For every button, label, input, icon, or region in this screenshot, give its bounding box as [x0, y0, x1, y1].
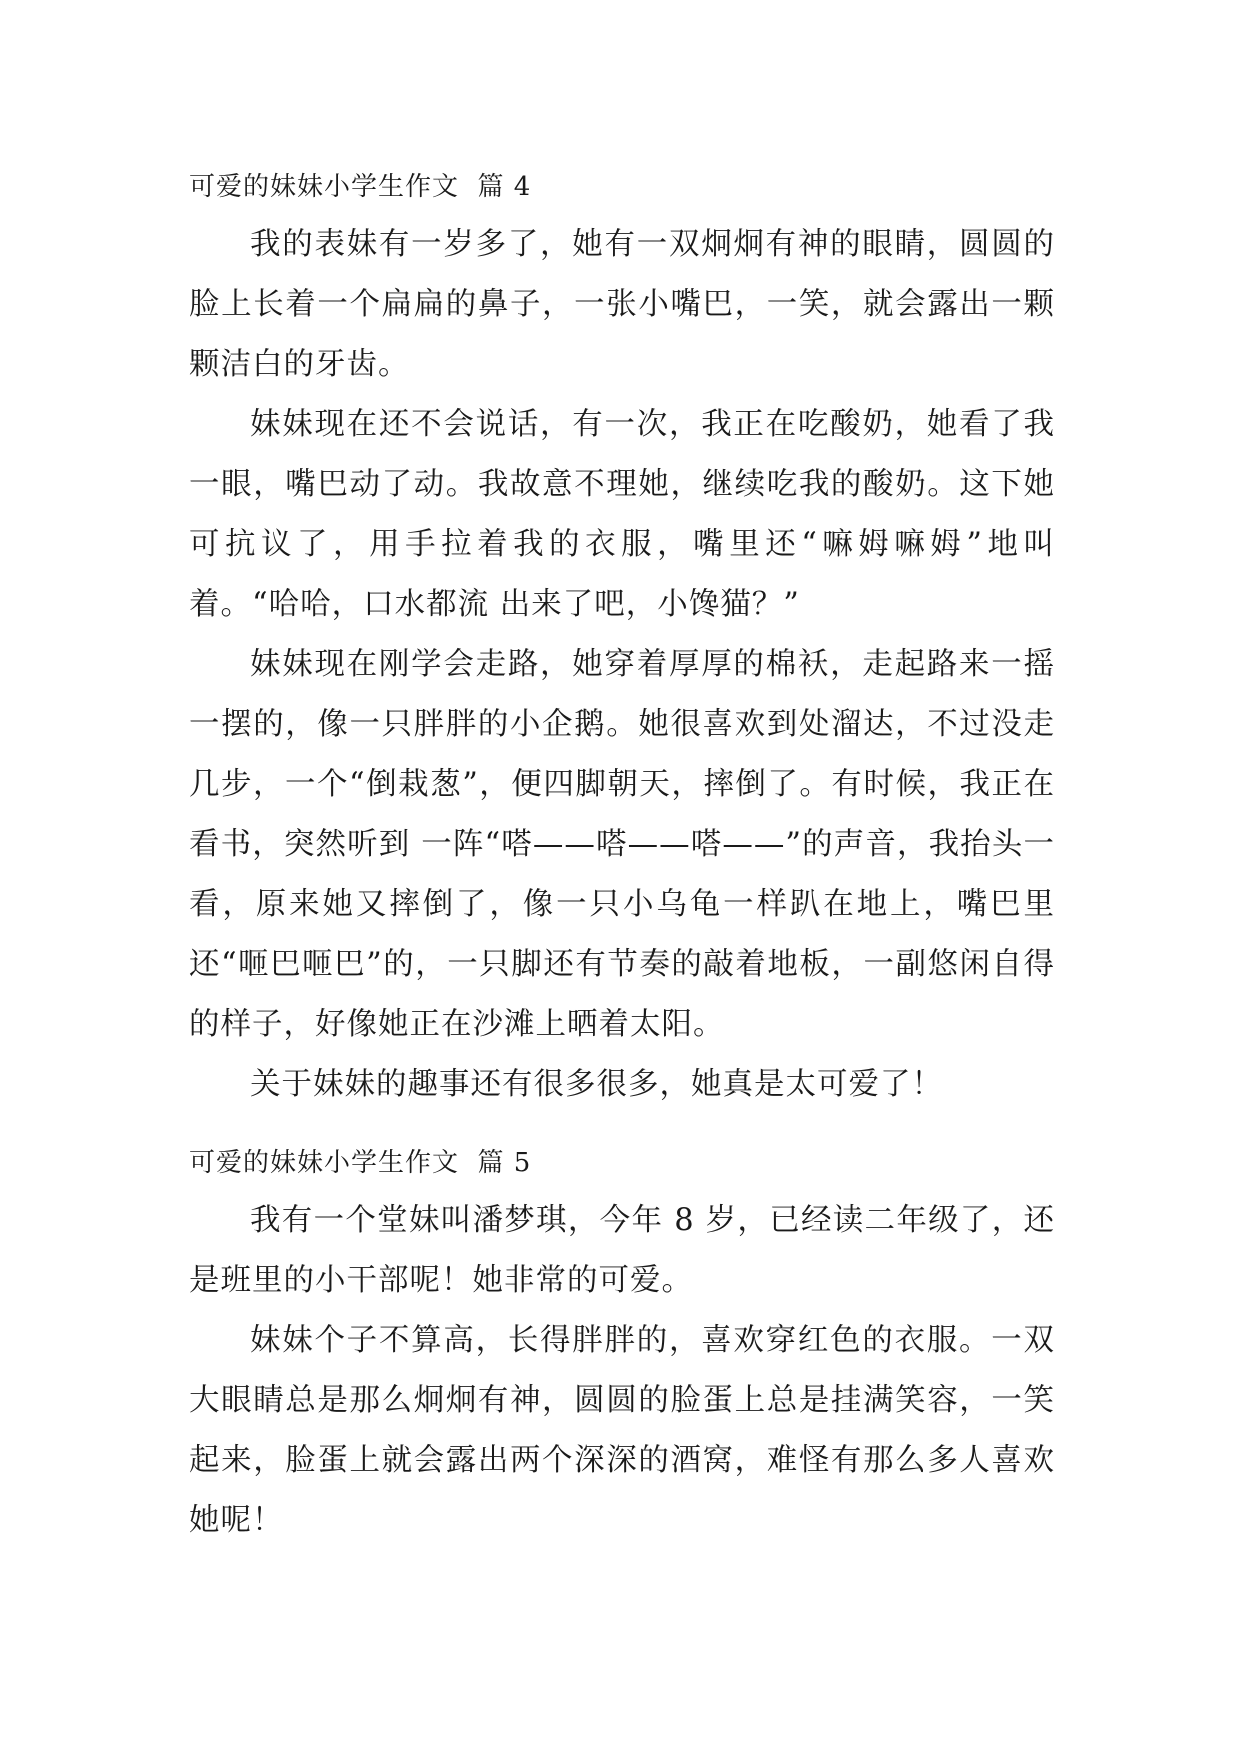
paragraph: 关于妹妹的趣事还有很多很多，她真是太可爱了！: [250, 1067, 943, 1102]
paragraph: 我的表妹有一岁多了，她有一双炯炯有神的眼睛，圆圆的脸上长着一个扁扁的鼻子，一张小嘴巴，一笑，就会露出一颗颗洁白的牙齿。: [189, 227, 1055, 382]
paragraph: 妹妹个子不算高，长得胖胖的，喜欢穿红色的衣服。一双大眼睛总是那么炯炯有神，圆圆的脸蛋上总是挂满笑容，一笑起来，脸蛋上就会露出两个深深的酒窝，难怪有那么多人喜欢她呢！: [189, 1323, 1055, 1538]
paragraph: 我有一个堂妹叫潘梦琪，今年 8 岁，已经读二年级了，还是班里的小干部呢！她非常的可爱。: [189, 1203, 1055, 1298]
essay-section-5: [189, 1143, 1055, 1551]
paragraph: 妹妹现在还不会说话，有一次，我正在吃酸奶，她看了我一眼，嘴巴动了动。我故意不理她，继续吃我的酸奶。这下她可抗议了，用手拉着我的衣服，嘴里还“嘛姆嘛姆”地叫着。“哈哈，口水都流 出来了吧，小馋猫？”: [189, 407, 1055, 622]
section-heading: 可爱的妹妹小学生作文 篇 4: [189, 172, 532, 202]
section-heading: 可爱的妹妹小学生作文 篇 5: [189, 1148, 532, 1178]
essay-section-4: [189, 167, 1055, 1115]
paragraph: 妹妹现在刚学会走路，她穿着厚厚的棉袄，走起路来一摇一摆的，像一只胖胖的小企鹅。她很喜欢到处溜达，不过没走几步，一个“倒栽葱”，便四脚朝天，摔倒了。有时候，我正在看书，突然听到 一阵“嗒——嗒——嗒——”的声音，我抬头一看，原来她又摔倒了，像一只小乌龟一样趴在地上，嘴巴里还“咂巴咂巴”的，一只脚还有节奏的敲着地板，一副悠闲自得的样子，好像她正在沙滩上晒着太阳。: [189, 647, 1055, 1042]
